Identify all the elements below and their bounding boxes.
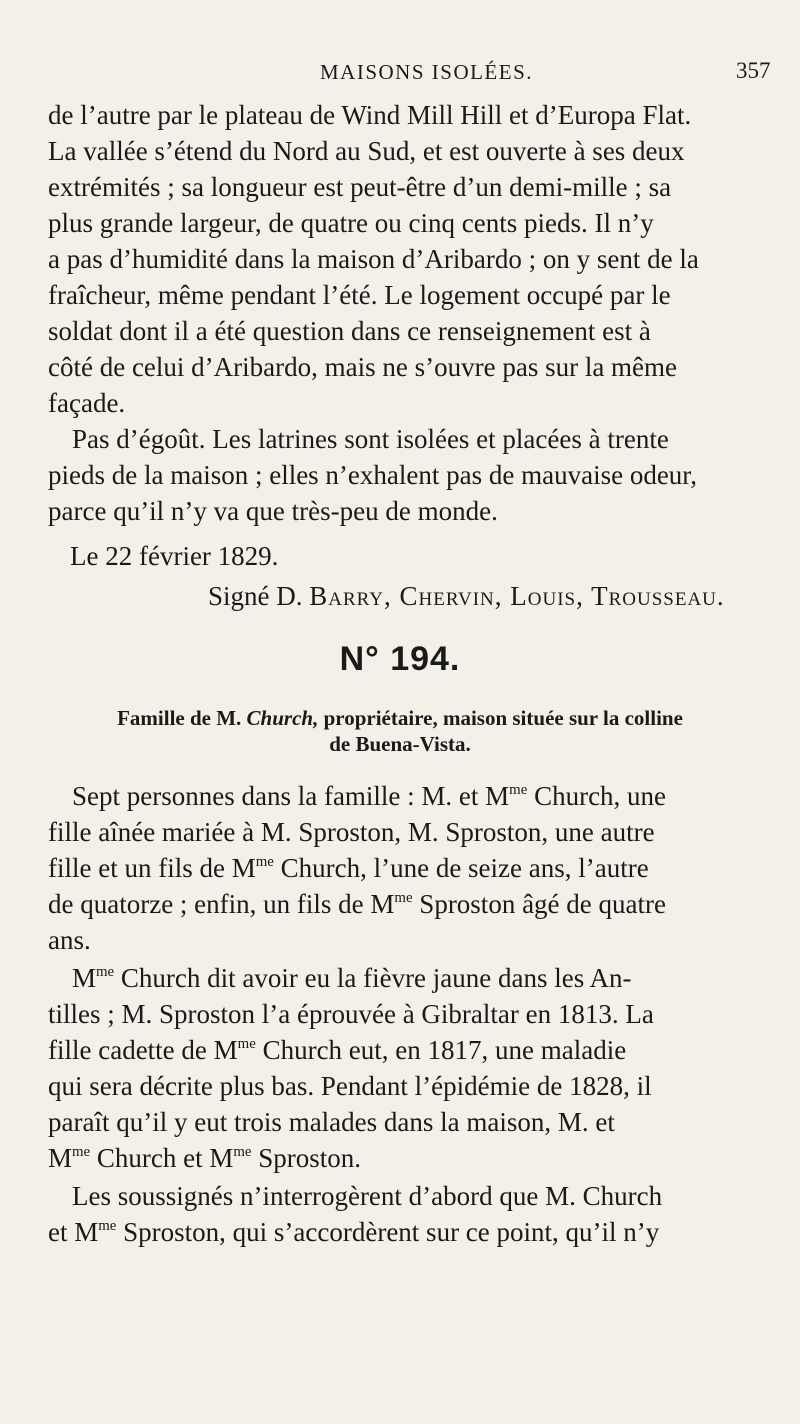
text-line: qui sera décrite plus bas. Pendant l’épidémie de 1828, il bbox=[48, 1071, 652, 1101]
text-line: a pas d’humidité dans la maison d’Aribardo ; on y sent de la bbox=[48, 244, 699, 274]
text-line: soldat dont il a été question dans ce renseignement est à bbox=[48, 316, 651, 346]
text-line: Les soussignés n’interrogèrent d’abord que M. Church bbox=[72, 1181, 663, 1211]
signature-line bbox=[208, 578, 725, 614]
text-line: La vallée s’étend du Nord au Sud, et est ouverte à ses deux bbox=[48, 136, 685, 166]
text-line: $M^{me}$ Church dit avoir eu la fièvre jaune dans les An- bbox=[72, 963, 632, 993]
text-line: façade. bbox=[48, 388, 126, 418]
subtitle-name: Church, bbox=[246, 706, 319, 730]
text-line: de l’autre par le plateau de Wind Mill Hill et d’Europa Flat. bbox=[48, 100, 692, 130]
page-header bbox=[0, 54, 800, 90]
text-line: côté de celui d’Aribardo, mais ne s’ouvre pas sur la même bbox=[48, 352, 678, 382]
text-line: paraît qu’il y eut trois malades dans la maison, M. et bbox=[48, 1107, 615, 1137]
text-line: de quatorze ; enfin, un fils de $M^{me}$ Sproston âgé de quatre bbox=[48, 889, 666, 919]
running-head: MAISONS ISOLÉES. bbox=[320, 60, 534, 84]
subtitle-rest: propriétaire, maison située sur la colline bbox=[318, 706, 683, 730]
text-line: et $M^{me}$ Sproston, qui s’accordèrent sur ce point, qu’il n’y bbox=[48, 1217, 660, 1247]
date-line: Le 22 février 1829. bbox=[70, 541, 279, 571]
text-line: extrémités ; sa longueur est peut-être d’un demi-mille ; sa bbox=[48, 172, 672, 202]
text-line: fraîcheur, même pendant l’été. Le logement occupé par le bbox=[48, 280, 671, 310]
text-line: fille aînée mariée à M. Sproston, M. Sproston, une autre bbox=[48, 817, 655, 847]
text-line: fille et un fils de $M^{me}$ Church, l’une de seize ans, l’autre bbox=[48, 853, 649, 883]
text-line: tilles ; M. Sproston l’a éprouvée à Gibraltar en 1813. La bbox=[48, 999, 654, 1029]
section-subtitle bbox=[0, 705, 800, 731]
text-line: plus grande largeur, de quatre ou cinq cents pieds. Il n’y bbox=[48, 208, 654, 238]
signature-prefix: Signé D. bbox=[208, 581, 310, 611]
text-line: ans. bbox=[48, 925, 91, 955]
text-line: parce qu’il n’y va que très-peu de monde. bbox=[48, 496, 498, 526]
text-line: fille cadette de $M^{me}$ Church eut, en 1817, une maladie bbox=[48, 1035, 627, 1065]
section-number: N° 194. bbox=[339, 640, 461, 678]
signature-names: Barry, Chervin, Louis, Trousseau. bbox=[309, 581, 725, 611]
section-subtitle-line2: de Buena-Vista. bbox=[329, 732, 471, 756]
text-line: Pas d’égoût. Les latrines sont isolées et placées à trente bbox=[72, 424, 669, 454]
page-number: 357 bbox=[736, 58, 771, 83]
subtitle-prefix: Famille de M. bbox=[117, 706, 247, 730]
text-line: Sept personnes dans la famille : M. et $M^{me}$ Church, une bbox=[72, 781, 667, 811]
text-line: $M^{me}$ Church et $M^{me}$ Sproston. bbox=[48, 1143, 362, 1173]
text-line: pieds de la maison ; elles n’exhalent pas de mauvaise odeur, bbox=[48, 460, 697, 490]
